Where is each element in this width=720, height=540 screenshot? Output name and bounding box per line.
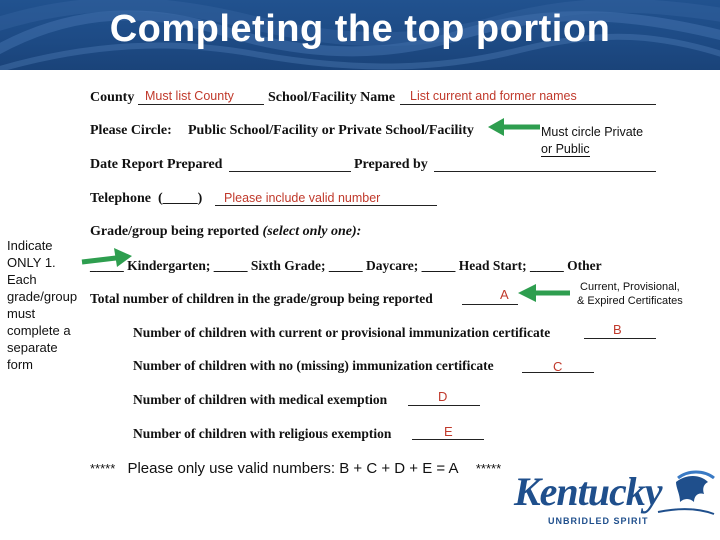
county-blank[interactable] bbox=[138, 104, 264, 105]
missing-fill-c: C bbox=[553, 359, 563, 374]
side-note-line: must bbox=[7, 306, 36, 321]
grade-label-note: (select only one): bbox=[262, 224, 362, 239]
current-fill-b: B bbox=[613, 322, 622, 337]
grade-options[interactable]: _____ Kindergarten; _____ Sixth Grade; _____ Daycare; _____ Head Start; _____ Other bbox=[90, 258, 602, 273]
medical-exemption-blank[interactable] bbox=[408, 405, 480, 406]
prepared-by-label: Prepared by bbox=[354, 157, 428, 172]
facility-name-blank[interactable] bbox=[400, 104, 656, 105]
arrow-circle-note-icon bbox=[488, 118, 540, 136]
current-certificate-blank[interactable] bbox=[584, 338, 656, 339]
circle-label: Please Circle: bbox=[90, 123, 172, 138]
circle-note-line2: or Public bbox=[541, 142, 590, 156]
religious-exemption-label: Number of children with religious exemption bbox=[133, 426, 392, 441]
grade-label-text: Grade/group being reported bbox=[90, 224, 260, 239]
validation-equation bbox=[90, 460, 501, 477]
certificates-note bbox=[577, 280, 683, 308]
date-report-blank[interactable] bbox=[229, 171, 351, 172]
religious-fill-e: E bbox=[444, 424, 453, 439]
side-note-line: separate bbox=[7, 340, 58, 355]
circle-options[interactable]: Public School/Facility or Private School/Facility bbox=[188, 123, 474, 138]
grade-label bbox=[90, 224, 361, 240]
prepared-by-blank[interactable] bbox=[434, 171, 656, 172]
circle-note-line1: Must circle Private bbox=[541, 125, 644, 139]
date-report-label: Date Report Prepared bbox=[90, 157, 223, 172]
facility-names-fill: List current and former names bbox=[410, 89, 577, 103]
total-children-blank[interactable] bbox=[462, 304, 518, 305]
telephone-blank[interactable] bbox=[215, 205, 437, 206]
slide-title: Completing the top portion bbox=[109, 8, 611, 50]
missing-certificate-label: Number of children with no (missing) immunization certificate bbox=[133, 358, 494, 373]
equation-text: Please only use valid numbers: B + C + D + E = A bbox=[127, 460, 458, 477]
medical-exemption-label: Number of children with medical exemption bbox=[133, 392, 388, 407]
certificates-note-line2: & Expired Certificates bbox=[577, 295, 683, 307]
telephone-area-code[interactable]: (_____) bbox=[158, 191, 203, 206]
current-certificate-label: Number of children with current or provisional immunization certificate bbox=[133, 325, 551, 340]
telephone-label: Telephone bbox=[90, 191, 151, 206]
total-children-label: Total number of children in the grade/group being reported bbox=[90, 291, 433, 306]
side-note-line: Each bbox=[7, 272, 37, 287]
religious-exemption-blank[interactable] bbox=[412, 439, 484, 440]
medical-fill-d: D bbox=[438, 389, 448, 404]
arrow-total-icon bbox=[518, 284, 570, 302]
side-note-line: grade/group bbox=[7, 289, 78, 304]
kentucky-logo bbox=[508, 468, 718, 538]
side-note bbox=[7, 237, 77, 373]
total-fill-a: A bbox=[500, 287, 509, 302]
certificates-note-line1: Current, Provisional, bbox=[580, 281, 680, 293]
county-fill: Must list County bbox=[145, 89, 234, 103]
side-note-line: form bbox=[7, 357, 33, 372]
facility-name-label: School/Facility Name bbox=[268, 90, 396, 105]
logo-wordmark: Kentucky bbox=[514, 469, 662, 514]
logo-tagline: UNBRIDLED SPIRIT bbox=[548, 516, 649, 526]
county-label: County bbox=[90, 90, 135, 105]
side-note-line: Indicate bbox=[7, 238, 53, 253]
side-note-line: ONLY 1. bbox=[7, 255, 56, 270]
telephone-fill: Please include valid number bbox=[224, 191, 381, 205]
side-note-line: complete a bbox=[7, 323, 71, 338]
stars-left: ***** bbox=[90, 461, 116, 476]
stars-right: ***** bbox=[475, 461, 502, 476]
